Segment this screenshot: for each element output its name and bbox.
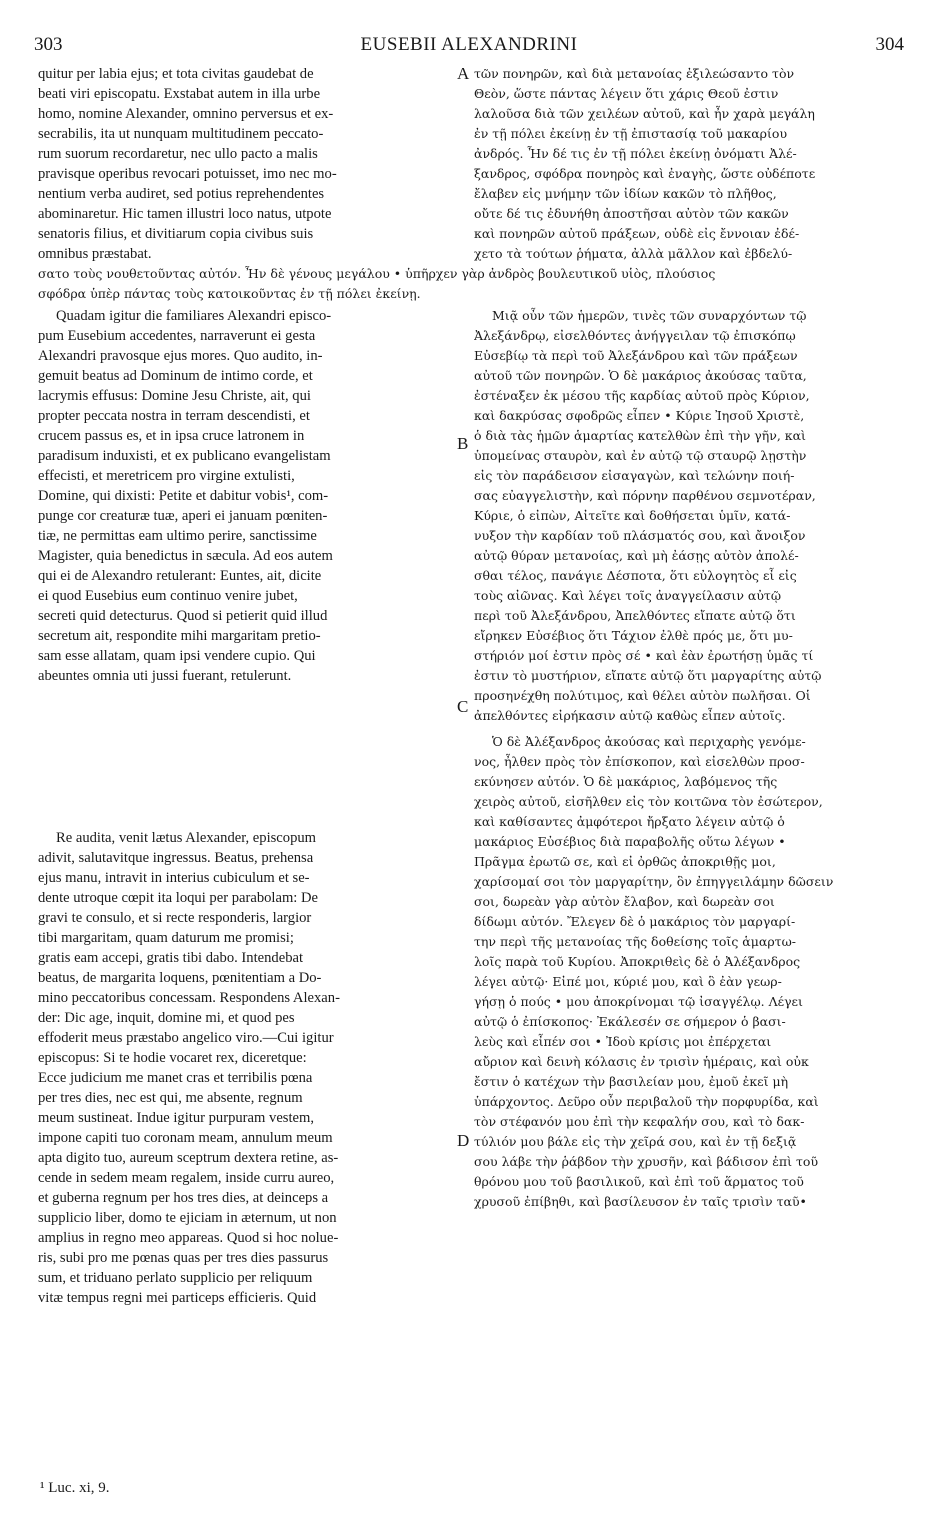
text-line: Ὁ δὲ Ἀλέξανδρος ἀκούσας καὶ περιχαρὴς γενόμε- [492, 734, 806, 749]
text-line: ejus manu, intravit in interius cubiculum et se- [38, 870, 310, 886]
text-line: ei quod Eusebius eum continuo venire jubet, [38, 588, 298, 604]
text-line: σας εὐαγγελιστὴν, καὶ πόρνην παρθένου σεμνοτέραν, [474, 488, 816, 503]
text-line: ἐστιν τὸ μυστήριον, εἴπατε αὐτῷ ὅτι μαργαρίτης αὐτῷ [474, 668, 822, 683]
text-line: Θεὸν, ὥστε πάντας λέγειν ὅτι χάρις Θεοῦ ἐστιν [474, 86, 779, 101]
text-line: dente utroque cœpit ita loqui per parabolam: De [38, 890, 319, 906]
text-line: sam esse allatam, quam ipsi vendere cupio. Qui [38, 648, 316, 664]
text-line: abominaretur. Hic tamen illustri loco natus, utpote [38, 206, 332, 222]
text-line: apta digito tuo, aureum sceptrum dextera retine, as- [38, 1150, 339, 1166]
text-line: supplicio liber, domo te ejiciam in æternum, ut non [38, 1210, 337, 1226]
text-line: αὐτοῦ τῶν πονηρῶν. Ὁ δὲ μακάριος ἀκούσας ταῦτα, [474, 368, 807, 383]
text-line: Alexandri pravosque ejus mores. Quo audito, in- [38, 348, 323, 364]
text-line: abeuntes omnia uti jussi fuerant, retulerunt. [38, 668, 292, 684]
text-line: ἔστιν ὁ κατέχων τὴν βασιλείαν μου, ἐμοῦ ἐκεῖ μὴ [474, 1074, 789, 1089]
text-line: ris, subi pro me pœnas quas per tres dies passurus [38, 1250, 329, 1266]
text-line: χαρίσομαί σοι τὸν μαργαρίτην, ὃν ἐπηγγειλάμην δῶσειν [474, 874, 834, 889]
text-line: Ἀλεξάνδρῳ, εἰσελθόντες ἀνήγγειλαν τῷ ἐπισκόπῳ [474, 328, 796, 343]
latin-column-2 [38, 306, 458, 686]
text-line: δίδωμι αὐτόν. Ἔλεγεν δὲ ὁ μακάριος τὸν μαργαρί- [474, 914, 796, 929]
text-line: νυξον τὴν καρδίαν τοῦ πλάσματός σου, καὶ ἄνοιξον [474, 528, 806, 543]
margin-marker-c: C [457, 697, 469, 716]
latin-column-1 [38, 64, 458, 264]
text-line: der: Dic age, inquit, domine mi, et quod pes [38, 1010, 295, 1026]
text-line: effecisti, et meretricem pro virgine extulisti, [38, 468, 295, 484]
text-line: paradisum induxisti, et ex publicano evangelistam [38, 448, 331, 464]
text-line: impone capiti tuo coronam meam, annulum meum [38, 1130, 333, 1146]
running-title: EUSEBII ALEXANDRINI [360, 34, 578, 55]
text-line: εκύνησεν αὐτόν. Ὁ δὲ μακάριος, λαβόμενος τῆς [474, 774, 778, 789]
text-line: beatus, de margarita loquens, pœnitentiam a Do- [38, 970, 322, 986]
text-line: περὶ τοῦ Ἀλεξάνδρου, Ἀπελθόντες εἴπατε αὐτῷ ὅτι [474, 608, 796, 623]
text-line: cende in sedem meam regalem, inside curru aureo, [38, 1170, 335, 1186]
text-line: λεὺς καὶ εἶπέν σοι • Ἰδοὺ κρίσις μοι ἐπέρχεται [474, 1034, 772, 1049]
text-line: Ecce judicium me manet cras et terribilis pœna [38, 1070, 313, 1086]
text-line: ξανδρος, σφόδρα πονηρὸς καὶ ἐναγὴς, ὥστε οὐδέποτε [474, 166, 816, 181]
greek-column-1 [474, 64, 914, 264]
text-line: ὑπομείνας σταυρὸν, καὶ ἐν αὐτῷ τῷ σταυρῷ λῃστὴν [474, 448, 807, 463]
text-line: αὔριον καὶ δεινὴ κόλασις ἐν τρισὶν ἡμέραις, καὶ οὐκ [474, 1054, 809, 1069]
text-line: meum sustineat. Indue igitur purpuram vestem, [38, 1110, 315, 1126]
text-line: Re audita, venit lætus Alexander, episcopum [56, 830, 317, 846]
greek-column-3 [474, 732, 914, 1212]
text-line: εἴρηκεν Εὐσέβιος ὅτι Τάχιον ἐλθὲ πρός με, ὅτι μυ- [474, 628, 793, 643]
text-line: adivit, salutavitque ingressus. Beatus, prehensa [38, 850, 314, 866]
text-line: καὶ δακρύσας σφοδρῶς εἶπεν • Κύριε Ἰησοῦ Χριστὲ, [474, 408, 805, 423]
margin-marker-a: A [457, 64, 470, 83]
text-line: gemuit beatus ad Dominum de intimo corde, et [38, 368, 313, 384]
text-line: crucem passus es, et in ipsa cruce latronem in [38, 428, 305, 444]
text-line: γήσῃ ὁ πούς • μου ἀποκρίνομαι τῷ ἰσαγγέλῳ. Λέγει [474, 994, 803, 1009]
text-line: αὐτῷ ὁ ἐπίσκοπος· Ἐκάλεσέν σε σήμερον ὁ βασι- [474, 1014, 786, 1029]
text-line: senatoris filius, et divitiarum copia civibus suis [38, 226, 314, 242]
text-line: σατο τοὺς νουθετοῦντας αὐτόν. Ἦν δὲ γένους μεγάλου • ὑπῆρχεν γὰρ ἀνδρὸς βουλευτικοῦ υἱὸς, πλούσιος [38, 266, 716, 281]
text-line: Πρᾶγμα ἐρωτῶ σε, καὶ εἰ ὀρθῶς ἀποκριθῇς μοι, [474, 854, 776, 869]
running-header [34, 34, 904, 56]
text-line: secreti quid detecturus. Quod si petierit quid illud [38, 608, 328, 624]
text-line: προσηνέχθη πολύτιμος, καὶ θέλει αὐτὸν πωλῆσαι. Οἱ [474, 688, 811, 703]
text-line: pravisque operibus revocari potuisset, imo nec mo- [38, 166, 337, 182]
page-number-right: 304 [875, 34, 904, 55]
text-line: gratis eam accepi, gratis tibi dabo. Intendebat [38, 950, 304, 966]
text-line: effoderit meus præstabo angelico viro.—Cui igitur [38, 1030, 334, 1046]
text-line: vitæ tempus regni mei particeps efficieris. Quid [38, 1290, 317, 1306]
text-line: et guberna regnum per hos tres dies, at deinceps a [38, 1190, 329, 1206]
text-line: Magister, quia benedictus in sæcula. Ad eos autem [38, 548, 333, 564]
text-line: episcopus: Si te hodie vocaret rex, diceretque: [38, 1050, 307, 1066]
text-line: per tres dies, nec est qui, me absente, regnum [38, 1090, 303, 1106]
text-line: σου λάβε τὴν ῥάβδον τὴν χρυσῆν, καὶ βάδισον ἐπὶ τοῦ [474, 1154, 819, 1169]
text-line: amplius in regno meo appareas. Quod si hoc nolue- [38, 1230, 339, 1246]
text-line: homo, nomine Alexander, omnino perversus et ex- [38, 106, 334, 122]
text-line: secretum ait, respondite mihi margaritam pretio- [38, 628, 321, 644]
text-line: τῶν πονηρῶν, καὶ διὰ μετανοίας ἐξιλεώσαντο τὸν [474, 66, 795, 81]
margin-marker-d: D [457, 1131, 470, 1150]
text-line: punge cor creaturæ tuæ, aperi ei januam pœniten- [38, 508, 328, 524]
text-line: ἀνδρός. Ἦν δέ τις ἐν τῇ πόλει ἐκείνῃ ὀνόματι Ἀλέ- [474, 146, 797, 161]
text-line: τὸν στέφανόν μου ἐπὶ τὴν κεφαλήν σου, καὶ τὸ δακ- [474, 1114, 805, 1129]
text-line: λαλοῦσα διὰ τῶν χειλέων αὐτοῦ, καὶ ἦν χαρὰ μεγάλη [474, 106, 815, 121]
text-line: Quadam igitur die familiares Alexandri episco- [56, 308, 332, 324]
text-line: Domine, qui dixisti: Petite et dabitur vobis¹, com- [38, 488, 329, 504]
text-line: mino peccatoribus concessam. Respondens Alexan- [38, 990, 340, 1006]
text-line: σθαι τέλος, πανάγιε Δέσποτα, ὅτι εὐλογητὸς εἶ εἰς [474, 568, 797, 583]
text-line: ἐστέναξεν ἐκ μέσου τῆς καρδίας αὐτοῦ πρὸς Κύριον, [474, 388, 810, 403]
text-line: σφόδρα ὑπὲρ πάντας τοὺς κατοικοῦντας ἐν τῇ πόλει ἐκείνῃ. [38, 286, 421, 301]
text-line: quitur per labia ejus; et tota civitas gaudebat de [38, 66, 314, 82]
text-line: ὑπάρχοντος. Δεῦρο οὖν περιβαλοῦ τὴν πορφυρίδα, καὶ [474, 1094, 819, 1109]
text-line: οὔτε δέ τις ἐδυνήθη ἀποστῆσαι αὐτὸν τῶν κακῶν [474, 206, 789, 221]
text-line: χετο τὰ τούτων ῥήματα, ἀλλὰ μᾶλλον καὶ ἐβδελύ- [474, 246, 793, 261]
text-line: χειρὸς αὐτοῦ, εἰσῆλθεν εἰς τὸν κοιτῶνα τὸν ἐσώτερον, [474, 794, 823, 809]
text-line: tibi margaritam, quam daturum me promisi; [38, 930, 294, 946]
text-line: omnibus præstabat. [38, 246, 152, 262]
text-line: rum suorum recordaretur, nec ullo pacto a malis [38, 146, 318, 162]
text-line: ἐν τῇ πόλει ἐκείνῃ ἐν τῇ ἐπιστασίᾳ τοῦ μακαρίου [474, 126, 788, 141]
text-line: Εὐσεβίῳ τὰ περὶ τοῦ Ἀλεξάνδρου καὶ τῶν πράξεων [474, 348, 798, 363]
latin-column-3 [38, 828, 458, 1308]
text-line: καὶ πονηρῶν αὐτοῦ πράξεων, οὐδὲ εἰς ἔννοιαν ἐδέ- [474, 226, 800, 241]
text-line: τοὺς αἰῶνας. Καὶ λέγει τοῖς ἀναγγείλασιν αὐτῷ [474, 588, 782, 603]
text-line: νος, ἦλθεν πρὸς τὸν ἐπίσκοπον, καὶ εἰσελθὼν προσ- [474, 754, 805, 769]
text-line: χρυσοῦ ἐπίβηθι, καὶ βασίλευσον ἐν ταῖς τρισὶν ταῦ• [474, 1194, 807, 1209]
text-line: nentium verba audiret, sed potius reprehendentes [38, 186, 325, 202]
text-line: lacrymis effusus: Domine Jesu Christe, ait, qui [38, 388, 311, 404]
text-line: εἰς τὸν παράδεισον εἰσαγαγὼν, καὶ τελώνην ποιή- [474, 468, 795, 483]
text-line: θρόνου μου τοῦ βασιλικοῦ, καὶ ἐπὶ τοῦ ἅρματος τοῦ [474, 1174, 804, 1189]
text-line: λέγει αὐτῷ· Εἰπέ μοι, κύριέ μου, καὶ ὃ ἐὰν γεωρ- [474, 974, 782, 989]
text-line: tiæ, ne permittas eam ultimo perire, sanctissime [38, 528, 317, 544]
text-line: propter peccata nostra in terram descendisti, et [38, 408, 310, 424]
text-line: qui ei de Alexandro retulerant: Euntes, ait, dicite [38, 568, 322, 584]
margin-marker-b: B [457, 434, 469, 453]
text-line: ἔλαβεν εἰς μνήμην τῶν ἰδίων κακῶν τὸ πλῆθος, [474, 186, 777, 201]
text-line: σοι, δωρεὰν γὰρ αὐτὸν ἔλαβον, καὶ δωρεὰν σοι [474, 894, 775, 909]
text-line: pum Eusebium accedentes, narraverunt ei gesta [38, 328, 316, 344]
text-line: αὐτῷ θύραν μετανοίας, καὶ μὴ ἐάσῃς αὐτὸν ἀπολέ- [474, 548, 799, 563]
page-number-left: 303 [34, 34, 63, 55]
text-line: στήριόν μοί ἐστιν πρὸς σέ • καὶ ἐὰν ἐρωτήσῃ ὑμᾶς τί [474, 648, 814, 663]
footnote: ¹ Luc. xi, 9. [40, 1480, 110, 1496]
text-line: ἀπελθόντες εἰρήκασιν αὐτῷ καθὼς εἶπεν αὐτοῖς. [474, 708, 786, 723]
text-line: sum, et triduano perlato supplicio per reliquum [38, 1270, 313, 1286]
text-line: ὁ διὰ τὰς ἡμῶν ἁμαρτίας κατελθὼν ἐπὶ τὴν γῆν, καὶ [474, 428, 806, 443]
greek-full-width [38, 264, 914, 304]
greek-column-2 [474, 306, 914, 726]
text-line: Μιᾷ οὖν τῶν ἡμερῶν, τινὲς τῶν συναρχόντων τῷ [492, 308, 807, 323]
text-line: secrabilis, ita ut nunquam multitudinem peccato- [38, 126, 324, 142]
text-line: καὶ καθίσαντες ἀμφότεροι ἤρξατο λέγειν αὐτῷ ὁ [474, 814, 785, 829]
text-line: μακάριος Εὐσέβιος διὰ παραβολῆς οὕτω λέγων • [474, 834, 786, 849]
text-line: τύλιόν μου βάλε εἰς τὴν χεῖρά σου, καὶ ἐν τῇ δεξιᾷ [474, 1134, 797, 1149]
text-line: λοῖς παρὰ τοῦ Κυρίου. Ἀποκριθεὶς δὲ ὁ Ἀλέξανδρος [474, 954, 801, 969]
text-line: beati viri episcopatu. Exstabat autem in illa urbe [38, 86, 321, 102]
text-line: την περὶ τῆς μετανοίας τῆς δοθείσης τοῖς ἁμαρτω- [474, 934, 796, 949]
text-line: Κύριε, ὁ εἰπὼν, Αἰτεῖτε καὶ δοθήσεται ὑμῖν, κατά- [474, 508, 791, 523]
text-line: gravi te consulo, et si recte responderis, largior [38, 910, 312, 926]
